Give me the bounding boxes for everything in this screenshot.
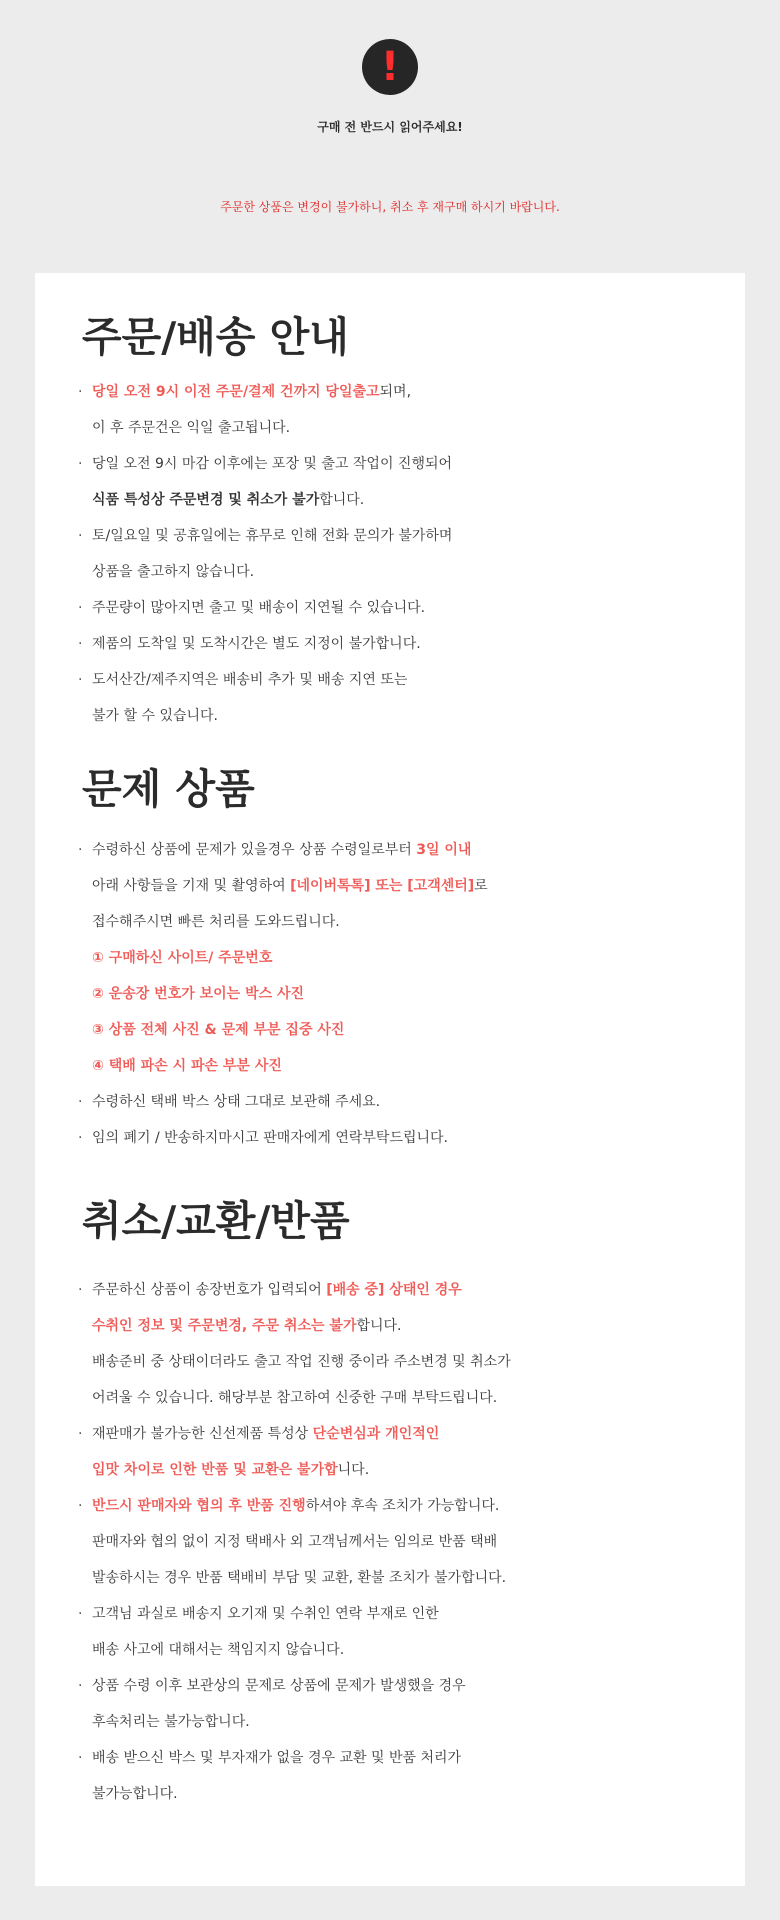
list-item: · 배송 받으신 박스 및 부자재가 없을 경우 교환 및 반품 처리가 (78, 1750, 462, 1766)
list-item: · 수령하신 상품에 문제가 있을경우 상품 수령일로부터 3일 이내 (78, 842, 472, 858)
list-item: · 상품 수령 이후 보관상의 문제로 상품에 문제가 발생했을 경우 (78, 1678, 466, 1694)
list-item: 상품을 출고하지 않습니다. (92, 564, 255, 580)
list-item: · 주문하신 상품이 송장번호가 입력되어 [배송 중] 상태인 경우 (78, 1282, 462, 1298)
list-item: · 도서산간/제주지역은 배송비 추가 및 배송 지연 또는 (78, 672, 408, 688)
list-item: ④ 택배 파손 시 파손 부분 사진 (92, 1058, 282, 1074)
exclamation-icon (362, 39, 418, 95)
list-item: 판매자와 협의 없이 지정 택배사 외 고객님께서는 임의로 반품 택배 (92, 1534, 498, 1550)
list-item: 어려울 수 있습니다. 해당부분 참고하여 신중한 구매 부탁드립니다. (92, 1390, 498, 1406)
list-item: 입맛 차이로 인한 반품 및 교환은 불가합니다. (92, 1462, 370, 1478)
list-item: 이 후 주문건은 익일 출고됩니다. (92, 420, 291, 436)
list-item: · 토/일요일 및 공휴일에는 휴무로 인해 전화 문의가 불가하며 (78, 528, 453, 544)
list-item: · 당일 오전 9시 마감 이후에는 포장 및 출고 작업이 진행되어 (78, 456, 453, 472)
list-item: · 반드시 판매자와 협의 후 반품 진행하셔야 후속 조치가 가능합니다. (78, 1498, 500, 1514)
cancel-list (78, 1272, 735, 1812)
list-item: 불가능합니다. (92, 1786, 178, 1802)
list-item: · 주문량이 많아지면 출고 및 배송이 지연될 수 있습니다. (78, 600, 426, 616)
header (0, 0, 780, 272)
list-item: 배송 사고에 대해서는 책임지지 않습니다. (92, 1642, 345, 1658)
section-shipping (78, 313, 735, 734)
list-item: · 임의 폐기 / 반송하지마시고 판매자에게 연락부탁드립니다. (78, 1130, 448, 1146)
list-item: 불가 할 수 있습니다. (92, 708, 218, 724)
list-item: 접수해주시면 빠른 처리를 도와드립니다. (92, 914, 340, 930)
list-item: 후속처리는 불가능합니다. (92, 1714, 250, 1730)
section-title: 주문/배송 안내 (82, 313, 349, 361)
section-cancel (78, 1197, 735, 1812)
list-item: · 수령하신 택배 박스 상태 그대로 보관해 주세요. (78, 1094, 381, 1110)
list-item: ③ 상품 전체 사진 & 문제 부분 집중 사진 (92, 1022, 345, 1038)
list-item: ① 구매하신 사이트/ 주문번호 (92, 950, 273, 966)
problem-list (78, 832, 735, 1156)
page-subtitle: 주문한 상품은 변경이 불가하니, 취소 후 재구매 하시기 바랍니다. (220, 200, 560, 214)
section-title: 문제 상품 (82, 765, 255, 813)
exclamation-glyph: ! (380, 44, 400, 90)
list-item: · 고객님 과실로 배송지 오기재 및 수취인 연락 부재로 인한 (78, 1606, 439, 1622)
notice-card (35, 273, 745, 1886)
section-title: 취소/교환/반품 (82, 1197, 350, 1245)
list-item: 식품 특성상 주문변경 및 취소가 불가합니다. (92, 492, 365, 508)
shipping-list (78, 374, 735, 734)
list-item: · 재판매가 불가능한 신선제품 특성상 단순변심과 개인적인 (78, 1426, 440, 1442)
list-item: · 제품의 도착일 및 도착시간은 별도 지정이 불가합니다. (78, 636, 421, 652)
list-item: ② 운송장 번호가 보이는 박스 사진 (92, 986, 305, 1002)
list-item: · 당일 오전 9시 이전 주문/결제 건까지 당일출고되며, (78, 384, 412, 400)
page-title: 구매 전 반드시 읽어주세요! (317, 120, 463, 134)
list-item: 배송준비 중 상태이더라도 출고 작업 진행 중이라 주소변경 및 취소가 (92, 1354, 511, 1370)
section-problem (78, 765, 735, 1156)
list-item: 발송하시는 경우 반품 택배비 부담 및 교환, 환불 조치가 불가합니다. (92, 1570, 507, 1586)
list-item: 수취인 정보 및 주문변경, 주문 취소는 불가합니다. (92, 1318, 402, 1334)
list-item: 아래 사항들을 기재 및 촬영하여 [네이버톡톡] 또는 [고객센터]로 (92, 878, 488, 894)
